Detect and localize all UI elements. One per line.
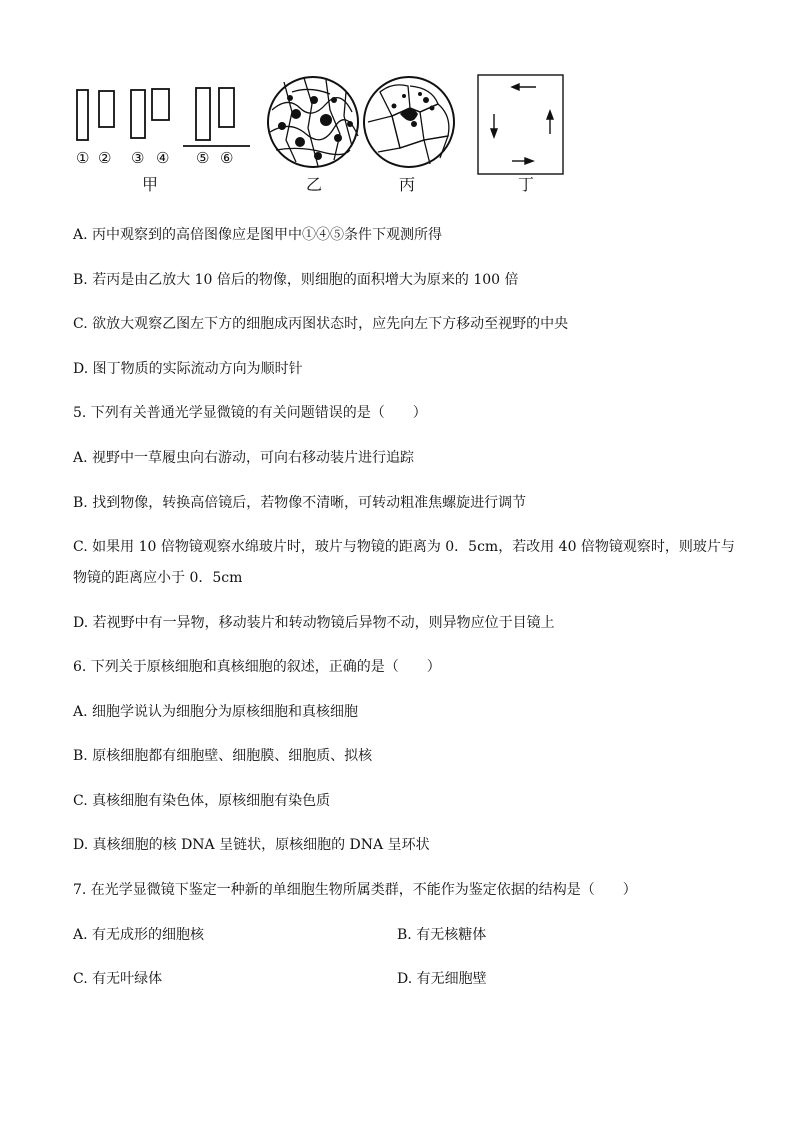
q5-option-c-line2: 物镜的距离应小于 0．5cm [73,570,243,586]
q4-option-c: C. 欲放大观察乙图左下方的细胞成丙图状态时，应先向左下方移动至视野的中央 [73,316,569,332]
flow-diagram-ding [478,75,563,174]
q4-option-a: A. 丙中观察到的高倍图像应是图甲中①④⑤条件下观测所得 [73,227,443,243]
q6-option-a: A. 细胞学说认为细胞分为原核细胞和真核细胞 [73,704,359,720]
lens-number-2: ② [98,149,112,167]
lens-number-1: ① [76,149,90,167]
q7-stem: 7. 在光学显微镜下鉴定一种新的单细胞生物所属类群，不能作为鉴定依据的结构是（ ） [73,882,637,898]
q7-option-b: B. 有无核糖体 [397,927,487,943]
q5-option-b: B. 找到物像，转换高倍镜后，若物像不清晰，可转动粗准焦螺旋进行调节 [73,495,527,511]
figure-label-yi: 乙 [306,175,323,194]
lens-number-4: ④ [156,149,170,167]
figure-label-jia: 甲 [142,175,159,194]
lens-number-5: ⑤ [196,149,210,167]
q7-option-a: A. 有无成形的细胞核 [73,927,205,943]
q5-option-c-line1: C. 如果用 10 倍物镜观察水绵玻片时，玻片与物镜的距离为 0．5cm，若改用 40 倍物镜观察时，则玻片与 [73,539,735,555]
q7-option-d: D. 有无细胞壁 [397,971,487,987]
q6-option-d: D. 真核细胞的核 DNA 呈链状，原核细胞的 DNA 呈环状 [73,837,430,853]
q4-option-d: D. 图丁物质的实际流动方向为顺时针 [73,361,303,377]
figure-label-ding: 丁 [518,175,535,194]
q7-option-c: C. 有无叶绿体 [73,971,163,987]
q6-stem: 6. 下列关于原核细胞和真核细胞的叙述，正确的是（ ） [73,659,441,675]
field-view-yi [268,77,358,167]
q6-option-b: B. 原核细胞都有细胞壁、细胞膜、细胞质、拟核 [73,748,373,764]
lens-diagram-jia [77,88,234,140]
lens-number-3: ③ [131,149,145,167]
q4-option-b: B. 若丙是由乙放大 10 倍后的物像，则细胞的面积增大为原来的 100 倍 [73,272,519,288]
q5-option-a: A. 视野中一草履虫向右游动，可向右移动装片进行追踪 [73,450,415,466]
field-view-bing [364,77,454,167]
q6-option-c: C. 真核细胞有染色体，原核细胞有染色质 [73,793,331,809]
lens-number-6: ⑥ [220,149,234,167]
microscope-figure [0,0,794,205]
q5-stem: 5. 下列有关普通光学显微镜的有关问题错误的是（ ） [73,405,427,421]
figure-label-bing: 丙 [399,175,416,194]
q5-option-d: D. 若视野中有一异物，移动装片和转动物镜后异物不动，则异物应位于目镜上 [73,615,555,631]
